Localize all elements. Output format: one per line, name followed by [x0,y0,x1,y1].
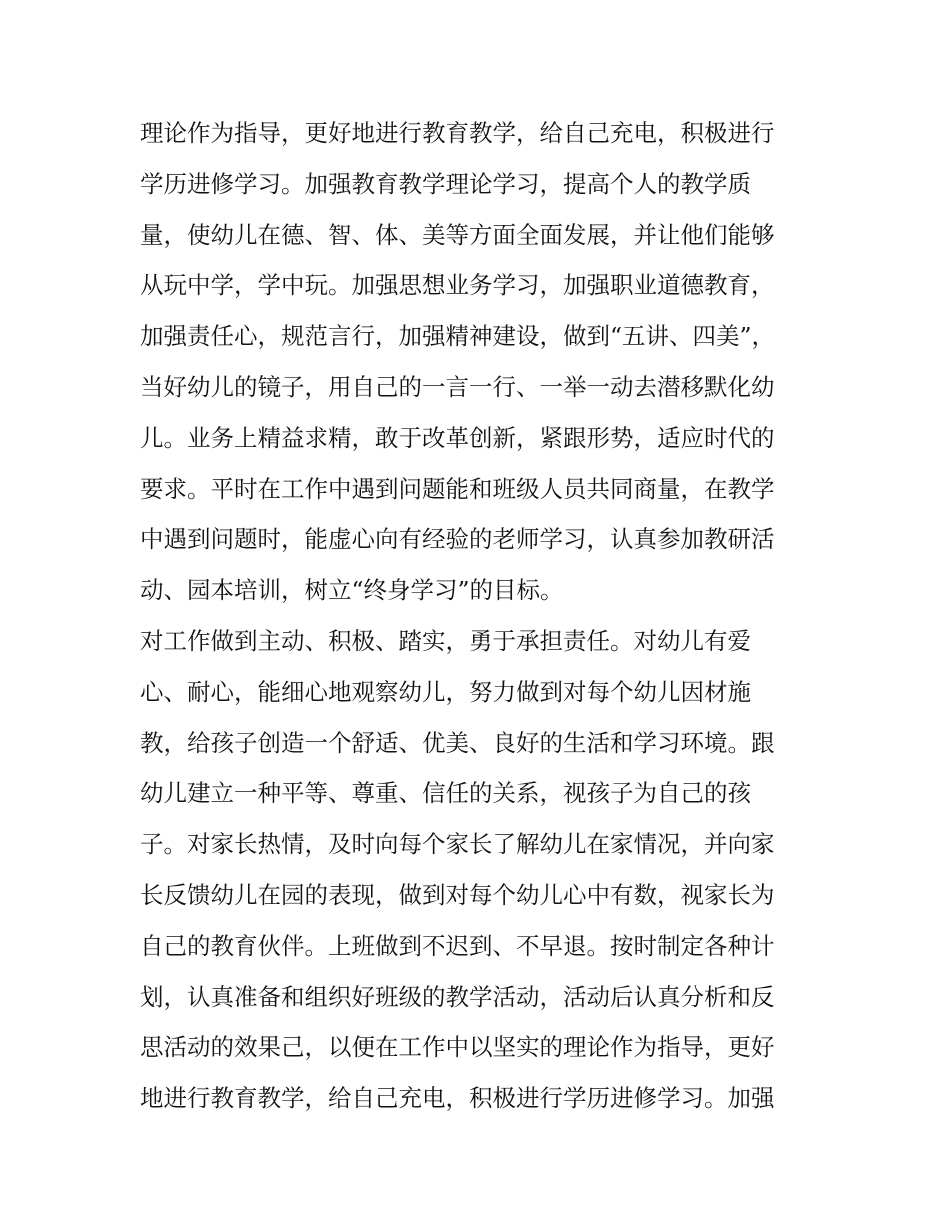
text-line: 中遇到问题时，能虚心向有经验的老师学习，认真参加教研活 [140,525,775,554]
text-line: 量，使幼儿在德、智、体、美等方面全面发展，并让他们能够 [140,220,775,249]
text-line: 长反馈幼儿在园的表现，做到对每个幼儿心中有数，视家长为 [140,880,775,909]
text-line: 子。对家长热情，及时向每个家长了解幼儿在家情况，并向家 [140,830,775,859]
text-line: 心、耐心，能细心地观察幼儿，努力做到对每个幼儿因材施 [140,677,751,706]
text-line: 加强责任心，规范言行，加强精神建设，做到“五讲、四美”， [140,322,776,351]
text-line: 儿。业务上精益求精，敢于改革创新，紧跟形势，适应时代的 [140,423,775,452]
text-line: 自己的教育伙伴。上班做到不迟到、不早退。按时制定各种计 [140,931,775,960]
text-line: 地进行教育教学，给自己充电，积极进行学历进修学习。加强 [140,1084,775,1113]
text-line: 要求。平时在工作中遇到问题能和班级人员共同商量，在教学 [140,474,775,503]
text-line: 划，认真准备和组织好班级的教学活动，活动后认真分析和反 [140,982,775,1011]
text-line: 当好幼儿的镜子，用自己的一言一行、一举一动去潜移默化幼 [140,372,775,401]
text-line: 幼儿建立一种平等、尊重、信任的关系，视孩子为自己的孩 [140,779,751,808]
text-line: 学历进修学习。加强教育教学理论学习，提高个人的教学质 [140,169,751,198]
text-line: 动、园本培训，树立“终身学习”的目标。 [140,576,564,605]
text-line: 教，给孩子创造一个舒适、优美、良好的生活和学习环境。跟 [140,728,775,757]
text-line: 从玩中学，学中玩。加强思想业务学习，加强职业道德教育， [140,271,775,300]
text-line: 思活动的效果己，以便在工作中以坚实的理论作为指导，更好 [140,1033,775,1062]
text-line: 理论作为指导，更好地进行教育教学，给自己充电，积极进行 [140,119,775,147]
document-body [140,108,820,1124]
text-line: 对工作做到主动、积极、踏实，勇于承担责任。对幼儿有爱 [140,626,751,655]
